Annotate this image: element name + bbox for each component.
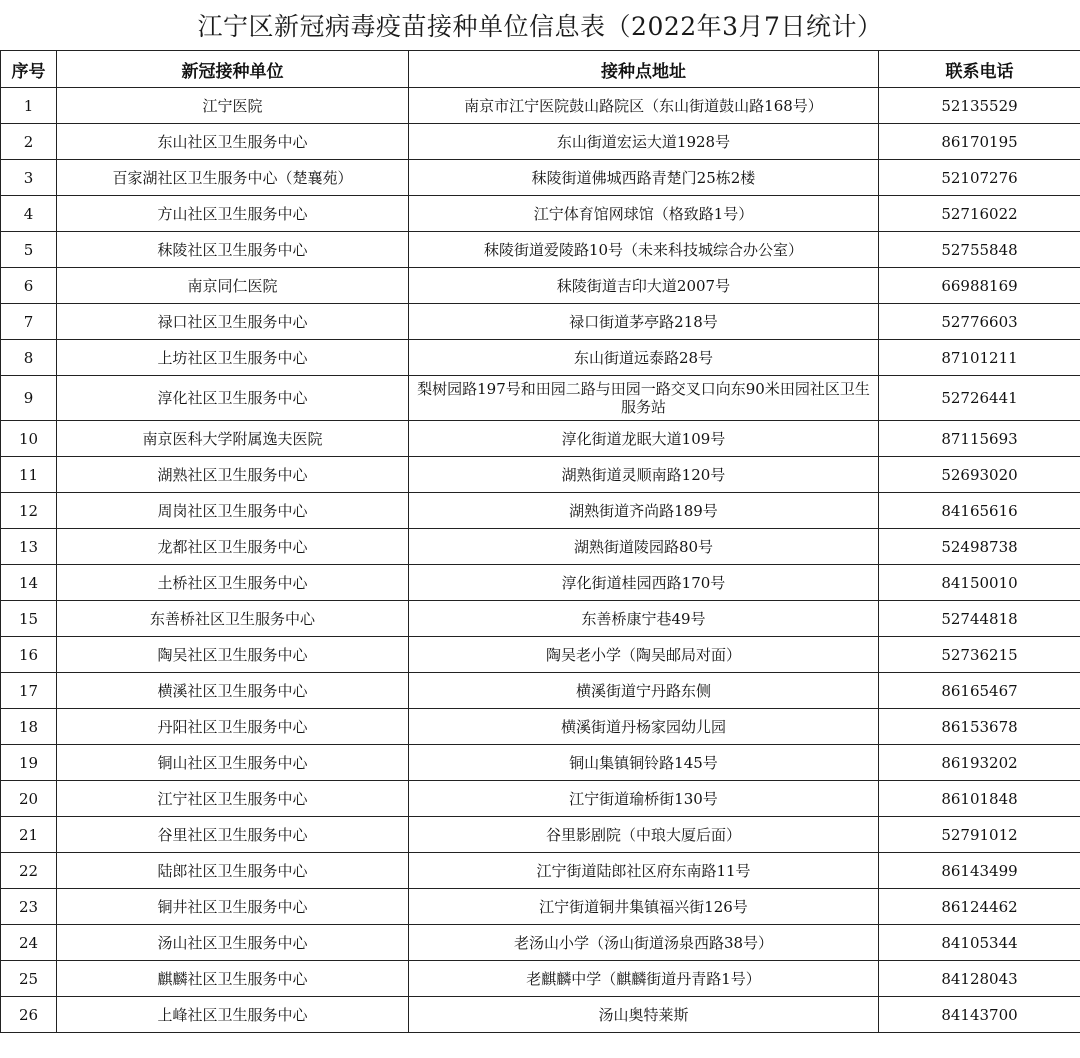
row-address: 禄口街道茅亭路218号 (409, 304, 879, 340)
row-address: 淳化街道龙眠大道109号 (409, 421, 879, 457)
row-number: 8 (1, 340, 57, 376)
row-number: 19 (1, 745, 57, 781)
row-unit: 江宁医院 (57, 88, 409, 124)
row-number: 18 (1, 709, 57, 745)
table-row (1, 601, 1080, 637)
header-phone: 联系电话 (879, 51, 1080, 88)
row-phone: 84128043 (879, 961, 1080, 997)
row-unit: 东善桥社区卫生服务中心 (57, 601, 409, 637)
row-number: 7 (1, 304, 57, 340)
table-row (1, 232, 1080, 268)
row-number: 1 (1, 88, 57, 124)
row-phone: 52726441 (879, 376, 1080, 421)
row-unit: 湖熟社区卫生服务中心 (57, 457, 409, 493)
row-number: 10 (1, 421, 57, 457)
row-number: 11 (1, 457, 57, 493)
table-row (1, 565, 1080, 601)
row-phone: 52693020 (879, 457, 1080, 493)
table-row (1, 709, 1080, 745)
row-address: 秣陵街道爱陵路10号（未来科技城综合办公室） (409, 232, 879, 268)
row-phone: 52135529 (879, 88, 1080, 124)
row-unit: 秣陵社区卫生服务中心 (57, 232, 409, 268)
header-no: 序号 (1, 51, 57, 88)
row-address: 梨树园路197号和田园二路与田园一路交叉口向东90米田园社区卫生服务站 (409, 376, 879, 421)
table-row (1, 853, 1080, 889)
row-number: 14 (1, 565, 57, 601)
row-number: 23 (1, 889, 57, 925)
row-address: 江宁体育馆网球馆（格致路1号） (409, 196, 879, 232)
table-row (1, 493, 1080, 529)
row-number: 12 (1, 493, 57, 529)
row-phone: 87101211 (879, 340, 1080, 376)
row-phone: 52791012 (879, 817, 1080, 853)
row-number: 9 (1, 376, 57, 421)
row-phone: 87115693 (879, 421, 1080, 457)
row-unit: 禄口社区卫生服务中心 (57, 304, 409, 340)
table-row (1, 961, 1080, 997)
header-unit: 新冠接种单位 (57, 51, 409, 88)
row-phone: 84165616 (879, 493, 1080, 529)
row-number: 21 (1, 817, 57, 853)
table-header-row (1, 51, 1080, 88)
row-number: 13 (1, 529, 57, 565)
row-phone: 52744818 (879, 601, 1080, 637)
row-unit: 百家湖社区卫生服务中心（楚襄苑） (57, 160, 409, 196)
row-address: 秣陵街道吉印大道2007号 (409, 268, 879, 304)
row-address: 横溪街道宁丹路东侧 (409, 673, 879, 709)
row-number: 24 (1, 925, 57, 961)
table-row (1, 196, 1080, 232)
row-number: 2 (1, 124, 57, 160)
row-unit: 上峰社区卫生服务中心 (57, 997, 409, 1033)
row-phone: 52736215 (879, 637, 1080, 673)
row-phone: 52716022 (879, 196, 1080, 232)
row-address: 江宁街道铜井集镇福兴街126号 (409, 889, 879, 925)
row-address: 东山街道远泰路28号 (409, 340, 879, 376)
row-phone: 52776603 (879, 304, 1080, 340)
row-unit: 土桥社区卫生服务中心 (57, 565, 409, 601)
row-unit: 周岗社区卫生服务中心 (57, 493, 409, 529)
row-unit: 南京医科大学附属逸夫医院 (57, 421, 409, 457)
row-phone: 86143499 (879, 853, 1080, 889)
table-row (1, 781, 1080, 817)
table-row (1, 745, 1080, 781)
row-unit: 铜山社区卫生服务中心 (57, 745, 409, 781)
row-phone: 52107276 (879, 160, 1080, 196)
row-unit: 铜井社区卫生服务中心 (57, 889, 409, 925)
row-unit: 陆郎社区卫生服务中心 (57, 853, 409, 889)
row-address: 谷里影剧院（中琅大厦后面） (409, 817, 879, 853)
row-number: 17 (1, 673, 57, 709)
row-number: 4 (1, 196, 57, 232)
row-unit: 淳化社区卫生服务中心 (57, 376, 409, 421)
row-unit: 横溪社区卫生服务中心 (57, 673, 409, 709)
row-unit: 南京同仁医院 (57, 268, 409, 304)
row-address: 横溪街道丹杨家园幼儿园 (409, 709, 879, 745)
row-number: 26 (1, 997, 57, 1033)
table-row (1, 817, 1080, 853)
row-unit: 方山社区卫生服务中心 (57, 196, 409, 232)
row-address: 江宁街道瑜桥街130号 (409, 781, 879, 817)
row-address: 铜山集镇铜铃路145号 (409, 745, 879, 781)
table-row (1, 889, 1080, 925)
table-row (1, 637, 1080, 673)
row-number: 22 (1, 853, 57, 889)
row-number: 20 (1, 781, 57, 817)
row-phone: 52498738 (879, 529, 1080, 565)
row-phone: 86170195 (879, 124, 1080, 160)
row-address: 湖熟街道齐尚路189号 (409, 493, 879, 529)
row-unit: 龙都社区卫生服务中心 (57, 529, 409, 565)
table-row (1, 925, 1080, 961)
table-row (1, 529, 1080, 565)
table-row (1, 997, 1080, 1033)
row-number: 25 (1, 961, 57, 997)
row-address: 湖熟街道陵园路80号 (409, 529, 879, 565)
table-row (1, 88, 1080, 124)
page-title: 江宁区新冠病毒疫苗接种单位信息表（2022年3月7日统计） (197, 12, 883, 41)
row-phone: 84105344 (879, 925, 1080, 961)
row-unit: 东山社区卫生服务中心 (57, 124, 409, 160)
header-address: 接种点地址 (409, 51, 879, 88)
row-address: 秣陵街道佛城西路青楚门25栋2楼 (409, 160, 879, 196)
row-address: 东山街道宏运大道1928号 (409, 124, 879, 160)
row-phone: 86124462 (879, 889, 1080, 925)
row-phone: 86101848 (879, 781, 1080, 817)
row-unit: 谷里社区卫生服务中心 (57, 817, 409, 853)
row-phone: 66988169 (879, 268, 1080, 304)
vaccination-sites-table (0, 50, 1080, 1033)
row-phone: 52755848 (879, 232, 1080, 268)
row-number: 3 (1, 160, 57, 196)
row-unit: 陶吴社区卫生服务中心 (57, 637, 409, 673)
row-unit: 丹阳社区卫生服务中心 (57, 709, 409, 745)
row-unit: 上坊社区卫生服务中心 (57, 340, 409, 376)
table-row (1, 268, 1080, 304)
table-row (1, 304, 1080, 340)
row-address: 东善桥康宁巷49号 (409, 601, 879, 637)
row-address: 湖熟街道灵顺南路120号 (409, 457, 879, 493)
table-row (1, 340, 1080, 376)
row-phone: 84150010 (879, 565, 1080, 601)
row-address: 陶吴老小学（陶吴邮局对面） (409, 637, 879, 673)
row-phone: 86165467 (879, 673, 1080, 709)
table-row (1, 160, 1080, 196)
row-address: 汤山奥特莱斯 (409, 997, 879, 1033)
row-phone: 84143700 (879, 997, 1080, 1033)
row-unit: 麒麟社区卫生服务中心 (57, 961, 409, 997)
row-unit: 江宁社区卫生服务中心 (57, 781, 409, 817)
row-address: 淳化街道桂园西路170号 (409, 565, 879, 601)
row-number: 16 (1, 637, 57, 673)
row-phone: 86153678 (879, 709, 1080, 745)
row-number: 6 (1, 268, 57, 304)
row-number: 15 (1, 601, 57, 637)
row-unit: 汤山社区卫生服务中心 (57, 925, 409, 961)
row-number: 5 (1, 232, 57, 268)
row-address: 南京市江宁医院鼓山路院区（东山街道鼓山路168号） (409, 88, 879, 124)
row-phone: 86193202 (879, 745, 1080, 781)
table-row (1, 376, 1080, 421)
row-address: 老汤山小学（汤山街道汤泉西路38号） (409, 925, 879, 961)
row-address: 江宁街道陆郎社区府东南路11号 (409, 853, 879, 889)
table-row (1, 673, 1080, 709)
table-row (1, 457, 1080, 493)
table-row (1, 124, 1080, 160)
table-row (1, 421, 1080, 457)
row-address: 老麒麟中学（麒麟街道丹青路1号） (409, 961, 879, 997)
